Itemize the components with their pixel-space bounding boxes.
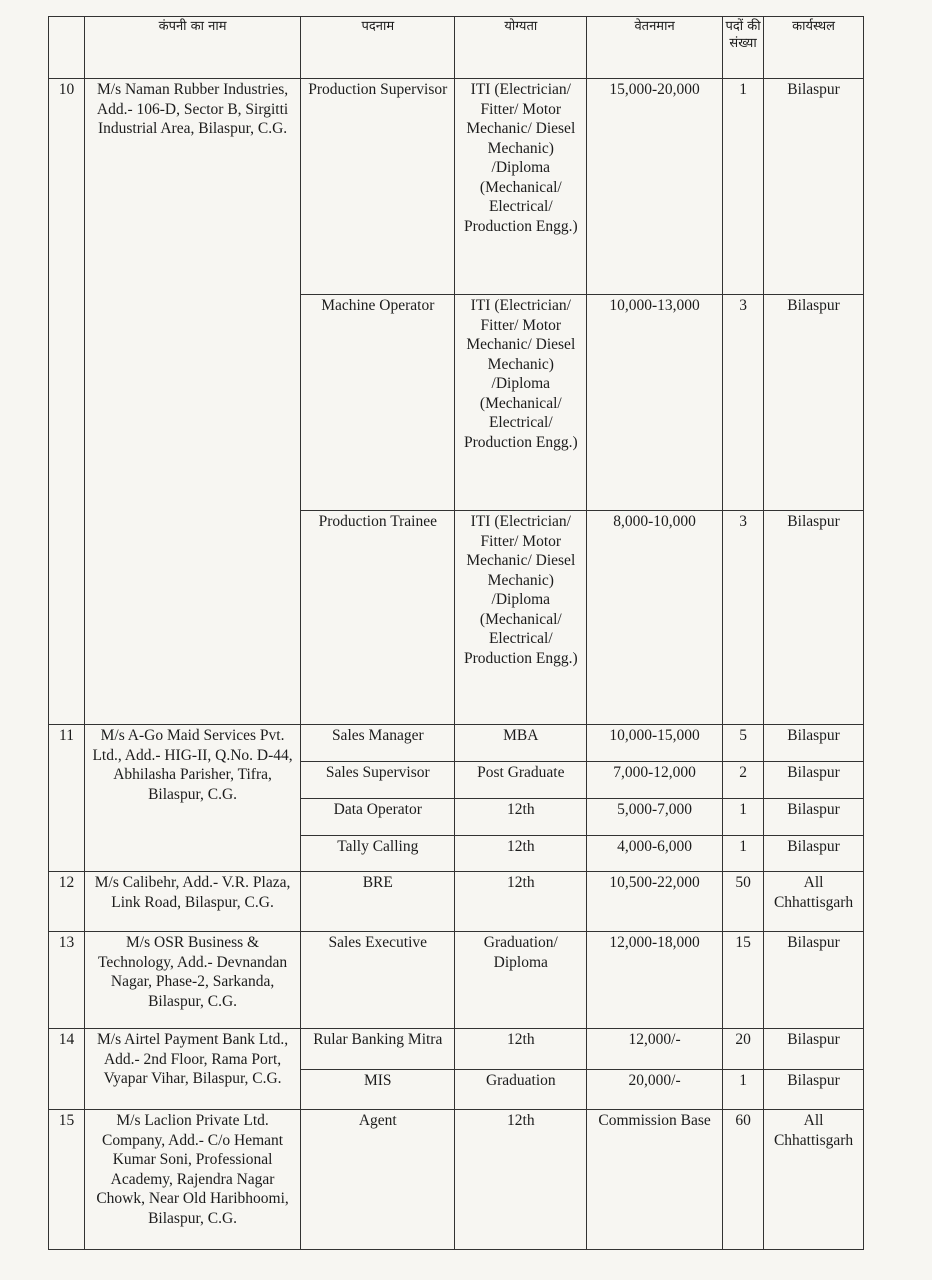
qualification: 12th <box>455 799 587 836</box>
header-qualification: योग्यता <box>455 17 587 79</box>
header-location: कार्यस्थल <box>764 17 864 79</box>
company-name: M/s Calibehr, Add.- V.R. Plaza, Link Road, Bilaspur, C.G. <box>85 872 301 932</box>
company-name: M/s A-Go Maid Services Pvt. Ltd., Add.- HIG-II, Q.No. D-44, Abhilasha Parisher, Tifra, Bilaspur, C.G. <box>85 725 301 872</box>
positions-count: 5 <box>722 725 763 762</box>
location: Bilaspur <box>764 1070 864 1110</box>
serial-number: 15 <box>49 1110 85 1250</box>
qualification: 12th <box>455 872 587 932</box>
post-name: Rular Banking Mitra <box>301 1029 455 1070</box>
location: Bilaspur <box>764 295 864 511</box>
post-name: Sales Supervisor <box>301 762 455 799</box>
salary: 10,000-13,000 <box>587 295 723 511</box>
salary: 20,000/- <box>587 1070 723 1110</box>
table-row <box>49 932 864 1029</box>
salary: 15,000-20,000 <box>587 79 723 295</box>
salary: 7,000-12,000 <box>587 762 723 799</box>
positions-count: 20 <box>722 1029 763 1070</box>
table-row <box>49 725 864 762</box>
positions-count: 1 <box>722 79 763 295</box>
positions-count: 3 <box>722 511 763 725</box>
salary: 12,000-18,000 <box>587 932 723 1029</box>
post-name: Sales Executive <box>301 932 455 1029</box>
location: Bilaspur <box>764 799 864 836</box>
qualification: ITI (Electrician/ Fitter/ Motor Mechanic/ Diesel Mechanic) /Diploma (Mechanical/ Electrical/ Production Engg.) <box>455 295 587 511</box>
post-name: Production Supervisor <box>301 79 455 295</box>
post-name: Sales Manager <box>301 725 455 762</box>
serial-number: 12 <box>49 872 85 932</box>
positions-count: 1 <box>722 836 763 872</box>
positions-count: 60 <box>722 1110 763 1250</box>
post-name: Agent <box>301 1110 455 1250</box>
company-name: M/s Airtel Payment Bank Ltd., Add.- 2nd Floor, Rama Port, Vyapar Vihar, Bilaspur, C.G. <box>85 1029 301 1110</box>
location: Bilaspur <box>764 1029 864 1070</box>
table-row <box>49 1029 864 1070</box>
serial-number: 11 <box>49 725 85 872</box>
post-name: BRE <box>301 872 455 932</box>
salary: 12,000/- <box>587 1029 723 1070</box>
post-name: Data Operator <box>301 799 455 836</box>
location: Bilaspur <box>764 79 864 295</box>
qualification: ITI (Electrician/ Fitter/ Motor Mechanic/ Diesel Mechanic) /Diploma (Mechanical/ Electrical/ Production Engg.) <box>455 79 587 295</box>
qualification: 12th <box>455 1029 587 1070</box>
positions-count: 15 <box>722 932 763 1029</box>
serial-number: 13 <box>49 932 85 1029</box>
positions-count: 3 <box>722 295 763 511</box>
header-positions: पदों की संख्या <box>722 17 763 79</box>
company-name: M/s Laclion Private Ltd. Company, Add.- C/o Hemant Kumar Soni, Professional Academy, Rajendra Nagar Chowk, Near Old Haribhoomi, Bilaspur, C.G. <box>85 1110 301 1250</box>
post-name: MIS <box>301 1070 455 1110</box>
qualification: 12th <box>455 836 587 872</box>
company-name: M/s Naman Rubber Industries, Add.- 106-D, Sector B, Sirgitti Industrial Area, Bilaspur, C.G. <box>85 79 301 725</box>
location: Bilaspur <box>764 511 864 725</box>
location: All Chhattisgarh <box>764 872 864 932</box>
positions-count: 50 <box>722 872 763 932</box>
serial-number: 10 <box>49 79 85 725</box>
qualification: Post Graduate <box>455 762 587 799</box>
location: All Chhattisgarh <box>764 1110 864 1250</box>
location: Bilaspur <box>764 932 864 1029</box>
location: Bilaspur <box>764 725 864 762</box>
salary: Commission Base <box>587 1110 723 1250</box>
salary: 8,000-10,000 <box>587 511 723 725</box>
post-name: Machine Operator <box>301 295 455 511</box>
salary: 10,000-15,000 <box>587 725 723 762</box>
post-name: Tally Calling <box>301 836 455 872</box>
header-sno <box>49 17 85 79</box>
positions-count: 1 <box>722 799 763 836</box>
salary: 4,000-6,000 <box>587 836 723 872</box>
table-row <box>49 872 864 932</box>
positions-count: 2 <box>722 762 763 799</box>
header-post: पदनाम <box>301 17 455 79</box>
qualification: MBA <box>455 725 587 762</box>
header-company: कंपनी का नाम <box>85 17 301 79</box>
salary: 10,500-22,000 <box>587 872 723 932</box>
job-vacancy-table <box>48 16 864 1250</box>
qualification: ITI (Electrician/ Fitter/ Motor Mechanic/ Diesel Mechanic) /Diploma (Mechanical/ Electrical/ Production Engg.) <box>455 511 587 725</box>
header-salary: वेतनमान <box>587 17 723 79</box>
table-row <box>49 1110 864 1250</box>
table-row <box>49 79 864 295</box>
qualification: 12th <box>455 1110 587 1250</box>
qualification: Graduation <box>455 1070 587 1110</box>
serial-number: 14 <box>49 1029 85 1110</box>
location: Bilaspur <box>764 762 864 799</box>
post-name: Production Trainee <box>301 511 455 725</box>
location: Bilaspur <box>764 836 864 872</box>
salary: 5,000-7,000 <box>587 799 723 836</box>
company-name: M/s OSR Business & Technology, Add.- Devnandan Nagar, Phase-2, Sarkanda, Bilaspur, C.G. <box>85 932 301 1029</box>
positions-count: 1 <box>722 1070 763 1110</box>
qualification: Graduation/ Diploma <box>455 932 587 1029</box>
header-row <box>49 17 864 79</box>
